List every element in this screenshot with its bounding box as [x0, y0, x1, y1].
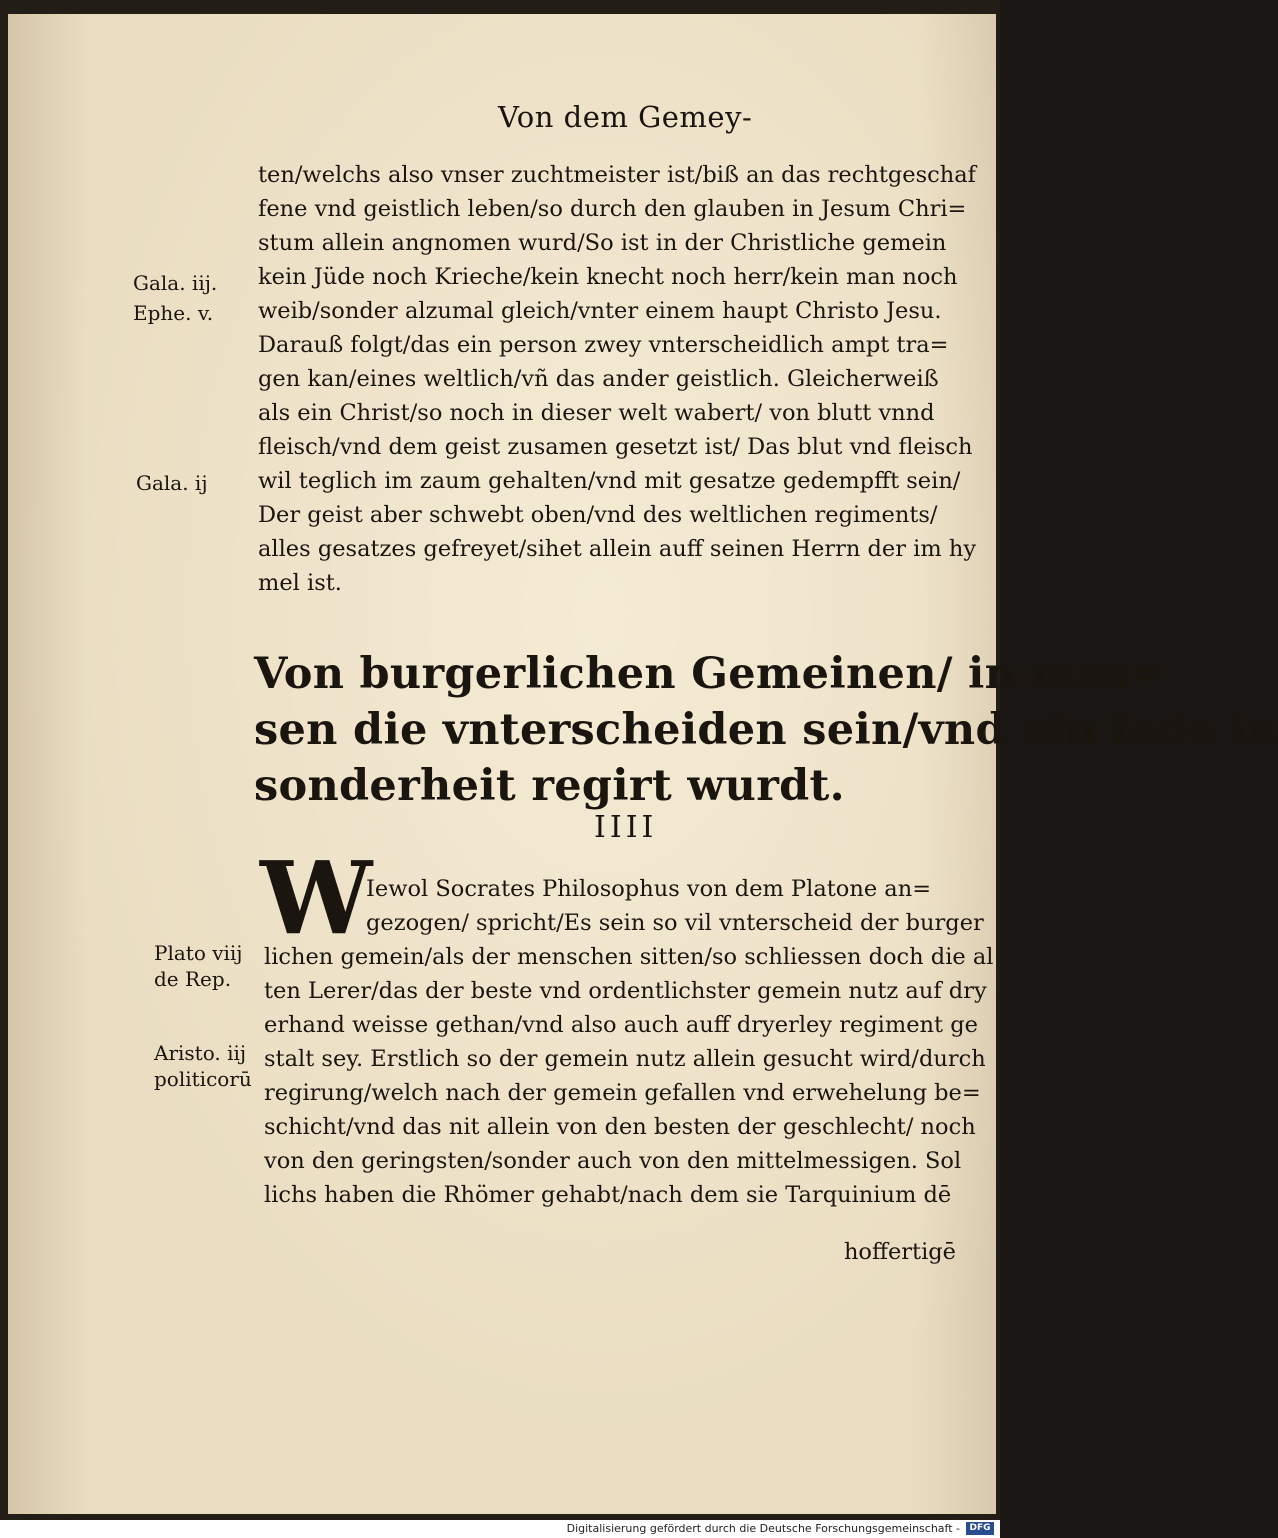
text-line: Darauß folgt/das ein person zwey vnterscheidlich ampt tra=: [258, 332, 949, 358]
marginal-note: Aristo. iij: [154, 1041, 247, 1065]
text-line: stalt sey. Erstlich so der gemein nutz allein gesucht wird/durch: [264, 1046, 986, 1072]
text-line: fleisch/vnd dem geist zusamen gesetzt ist/ Das blut vnd fleisch: [258, 434, 973, 460]
marginal-note: politicorū: [154, 1067, 252, 1091]
book-page: [8, 14, 1278, 1514]
text-line: erhand weisse gethan/vnd also auch auff dryerley regiment ge: [264, 1012, 978, 1038]
decorated-initial: W: [260, 839, 373, 957]
paragraph-1: [258, 158, 993, 600]
text-line: mel ist.: [258, 570, 342, 596]
dfg-logo: DFG: [966, 1522, 994, 1535]
text-line: fene vnd geistlich leben/so durch den glauben in Jesum Chri=: [258, 196, 967, 222]
paragraph-2: [264, 940, 993, 1212]
text-line: lichs haben die Rhömer gehabt/nach dem sie Tarquinium dē: [264, 1182, 952, 1208]
marginal-note: Gala. iij.: [133, 271, 218, 295]
heading-line: sen die vnterscheiden sein/vnd ein iede in: [254, 705, 1278, 755]
marginal-note: de Rep.: [154, 967, 232, 991]
catchword: hoffertigē: [843, 1239, 956, 1265]
marginal-note: Gala. ij: [136, 471, 208, 495]
running-head: Von dem Gemey-: [498, 100, 753, 134]
footer-bar: [0, 1520, 1000, 1538]
text-line: alles gesatzes gefreyet/sihet allein auff seinen Herrn der im hy: [258, 536, 977, 562]
text-line: Der geist aber schwebt oben/vnd des weltlichen regiments/: [258, 502, 938, 528]
text-line: gen kan/eines weltlich/vñ das ander geistlich. Gleicherweiß: [258, 366, 939, 392]
text-line: weib/sonder alzumal gleich/vnter einem haupt Christo Jesu.: [258, 298, 942, 324]
heading-line: Von burgerlichen Gemeinen/ in mas=: [254, 649, 1167, 699]
paragraph-2-opening: [366, 872, 991, 940]
text-line: Iewol Socrates Philosophus von dem Platone an=: [366, 876, 932, 902]
text-line: schicht/vnd das nit allein von den besten der geschlecht/ noch: [264, 1114, 976, 1140]
heading-line: sonderheit regirt wurdt.: [254, 761, 845, 811]
chapter-number: IIII: [594, 810, 658, 845]
text-line: kein Jüde noch Krieche/kein knecht noch herr/kein man noch: [258, 264, 958, 290]
text-line: als ein Christ/so noch in dieser welt wabert/ von blutt vnnd: [258, 400, 935, 426]
text-line: stum allein angnomen wurd/So ist in der Christliche gemein: [258, 230, 947, 256]
text-line: regirung/welch nach der gemein gefallen vnd erwehelung be=: [264, 1080, 981, 1106]
text-line: lichen gemein/als der menschen sitten/so schliessen doch die al: [264, 944, 994, 970]
text-line: ten/welchs also vnser zuchtmeister ist/biß an das rechtgeschaf: [258, 162, 976, 188]
text-line: ten Lerer/das der beste vnd ordentlichster gemein nutz auf dry: [264, 978, 987, 1004]
funding-notice: Digitalisierung gefördert durch die Deutsche Forschungsgemeinschaft -: [566, 1522, 960, 1535]
text-line: wil teglich im zaum gehalten/vnd mit gesatze gedempfft sein/: [258, 468, 961, 494]
marginal-note: Plato viij: [154, 941, 243, 965]
marginal-note: Ephe. v.: [133, 301, 214, 325]
text-line: von den geringsten/sonder auch von den mittelmessigen. Sol: [264, 1148, 962, 1174]
text-line: gezogen/ spricht/Es sein so vil vnterscheid der burger: [366, 910, 984, 936]
chapter-heading: [254, 646, 1278, 814]
